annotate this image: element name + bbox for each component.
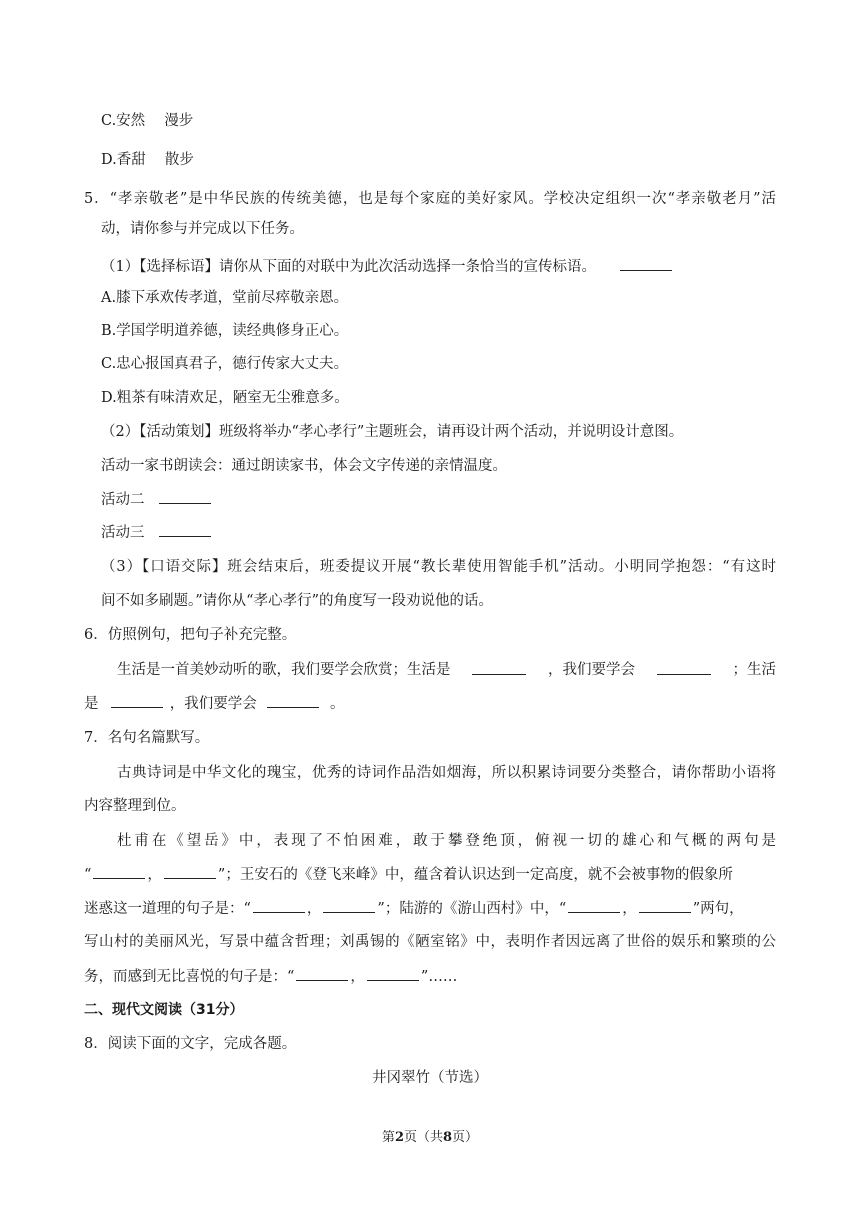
q7-line5-b: ”…… [420, 969, 458, 985]
q5-stem-line2: 动，请你参与并完成以下任务。 [101, 221, 304, 237]
comma: ， [350, 969, 365, 985]
q7-line3-b: ”；陆游的《游山西村》中，“ [377, 901, 567, 917]
answer-blank[interactable] [159, 489, 211, 504]
q7-line2 [84, 864, 733, 885]
q7-line3-c: ”两句， [692, 901, 744, 917]
q6-text-e: ，我们要学会 [169, 696, 257, 712]
q5-option-d: D.粗茶有味清欢足，陋室无尘雅意多。 [101, 390, 349, 406]
activity3-label: 活动三 [101, 525, 145, 541]
q5-sub3-line1: （3）【口语交际】班会结束后，班委提议开展“教长辈使用智能手机”活动。小明同学抱怨：“有这时 [101, 559, 776, 575]
passage-title: 井冈翠竹（节选） [372, 1070, 488, 1086]
q5-activity2 [101, 489, 213, 510]
q6-line1 [117, 660, 776, 680]
answer-blank[interactable] [253, 898, 305, 913]
q7-line5 [84, 966, 457, 987]
q5-sub1-text: （1）【选择标语】请你从下面的对联中为此次活动选择一条恰当的宣传标语。 [101, 259, 596, 275]
q7-line2-text: ”；王安石的《登飞来峰》中，蕴含着认识达到一定高度，就不会被事物的假象所 [217, 867, 733, 883]
answer-blank[interactable] [111, 693, 163, 708]
q5-option-b: B.学国学明道养德，读经典修身正心。 [101, 323, 349, 339]
q6-text-b: ，我们要学会 [548, 662, 635, 678]
quote-open: “ [84, 867, 92, 883]
q7-line4: 写山村的美丽风光，写景中蕴含哲理；刘禹锡的《陋室铭》中，表明作者因远离了世俗的娱乐和繁琐的公 [84, 934, 776, 950]
q5-option-c: C.忠心报国真君子，德行传家大丈夫。 [101, 356, 349, 372]
q7-intro-line1: 古典诗词是中华文化的瑰宝，优秀的诗词作品浩如烟海，所以积累诗词要分类整合，请你帮助小语将 [117, 765, 776, 781]
comma: ， [306, 901, 322, 917]
q6-text-a: 生活是一首美妙动听的歌，我们要学会欣赏；生活是 [117, 662, 451, 678]
q5-activity1: 活动一家书朗读会：通过朗读家书，体会文字传递的亲情温度。 [101, 458, 507, 474]
q8-title: 8．阅读下面的文字，完成各题。 [84, 1036, 297, 1052]
section-heading: 二、现代文阅读（31分） [84, 1002, 244, 1018]
answer-blank[interactable] [93, 864, 145, 879]
footer-prefix: 第 [381, 1130, 395, 1145]
answer-blank[interactable] [267, 693, 319, 708]
page-footer [0, 1128, 860, 1148]
q7-intro-line2: 内容整理到位。 [84, 798, 186, 814]
footer-suffix: 页） [452, 1130, 479, 1145]
answer-blank[interactable] [472, 660, 526, 675]
q5-sub2: （2）【活动策划】班级将举办“孝心孝行”主题班会，请再设计两个活动，并说明设计意图。 [101, 424, 684, 440]
q6-text-f: 。 [329, 696, 345, 712]
answer-blank[interactable] [568, 898, 620, 913]
q6-line2 [84, 693, 344, 714]
answer-blank[interactable] [639, 898, 691, 913]
q5-sub1 [101, 256, 674, 277]
q6-title: 6．仿照例句，把句子补充完整。 [84, 627, 297, 643]
q5-activity3 [101, 522, 213, 543]
q7-line5-a: 务，而感到无比喜悦的句子是：“ [84, 969, 295, 985]
footer-page-number: 2 [394, 1130, 404, 1145]
q7-line3-a: 迷惑这一道理的句子是：“ [84, 901, 251, 917]
comma: ， [622, 901, 637, 917]
q6-text-d: 是 [84, 696, 99, 712]
answer-blank[interactable] [164, 864, 216, 879]
option-c: C.安然 漫步 [101, 113, 194, 129]
footer-mid: 页（共 [403, 1130, 443, 1145]
q5-stem-line1: 5．“孝亲敬老”是中华民族的传统美德，也是每个家庭的美好家风。学校决定组织一次“孝亲敬老月”活 [84, 191, 776, 207]
answer-blank[interactable] [620, 256, 672, 271]
answer-blank[interactable] [657, 660, 711, 675]
option-d: D.香甜 散步 [101, 152, 194, 168]
answer-blank[interactable] [296, 966, 348, 981]
comma: ， [147, 867, 162, 883]
q6-text-c: ；生活 [732, 662, 776, 678]
footer-total-pages: 8 [443, 1130, 453, 1145]
q7-title: 7．名句名篇默写。 [84, 730, 210, 746]
answer-blank[interactable] [323, 898, 375, 913]
activity2-label: 活动二 [101, 492, 145, 508]
q5-sub3-line2: 间不如多刷题。”请你从“孝心孝行”的角度写一段劝说他的话。 [101, 593, 493, 609]
q5-option-a: A.膝下承欢传孝道，堂前尽瘁敬亲恩。 [101, 290, 349, 306]
q7-line1: 杜甫在《望岳》中，表现了不怕困难，敢于攀登绝顶，俯视一切的雄心和气概的两句是 [117, 833, 776, 849]
answer-blank[interactable] [367, 966, 419, 981]
answer-blank[interactable] [159, 522, 211, 537]
q7-line3 [84, 898, 744, 919]
